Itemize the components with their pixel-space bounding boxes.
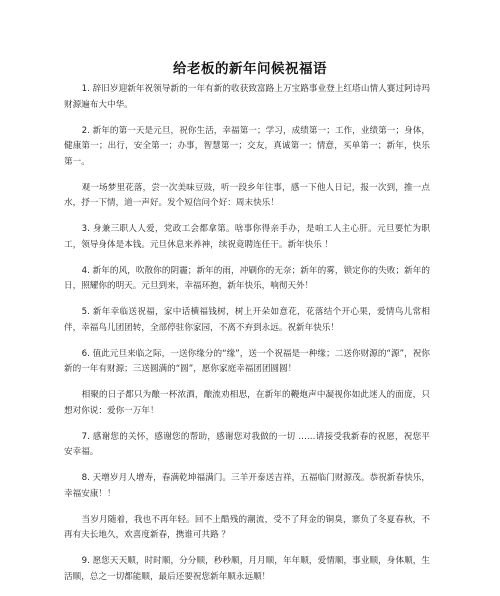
document-title: 给老板的新年问候祝福语 — [173, 61, 327, 77]
paragraph: 6. 值此元旦来临之际，一送你缘分的“缘”，送一个祝福是一种缘；二送你财源的“源”，祝你新的一年有财源；三送圆满的“圆”，愿你家庭幸福团团圆圆！ — [64, 348, 430, 374]
paragraph: 当岁月随着，我也不再年轻。回不上酷残的潮流，受不了拜金的铜臭，寨负了冬夏春秋，不再有夫长地久，欢喜度新春，携谁可共路 ？ — [64, 514, 430, 540]
paragraph: 8. 天增岁月人增寿，春满乾坤福满门。三羊开泰送吉祥，五福临门财源茂。恭祝新春快乐，幸福安康！！ — [64, 473, 430, 499]
paragraph: 5. 新年幸临送祝福，家中话横福钱树，树上开朵如意花，花落结个开心果，爱情鸟儿常相伴，幸福鸟儿团团转，全部停驻你家园，不离不弃到永远。祝新年快乐！ — [64, 307, 430, 333]
paragraph: 9. 愿您天天顺，时时顺，分分顺，秒秒顺，月月顺，年年顺，爱情顺，事业顺，身体顺，生活顺，总之一切都能顺，最后还要祝您新年顺永远顺！ — [64, 556, 430, 582]
paragraph: 相聚的日子都只为酿一杯浓酒，酿流劝相思，在新年的鞭炮声中凝视你如此迷人的面庞，只想对你说：爱你一万年！ — [64, 390, 430, 416]
paragraph: 2. 新年的第一天是元旦，祝你生活，幸福第一；学习，成绩第一；工作，业绩第一；身体，健康第一；出行，安全第一；办事，智慧第一；交友，真诚第一；情意，买单第一；新年，快乐第一。 — [64, 125, 430, 167]
paragraph: 7. 感谢您的关怀，感谢您的帮助，感谢您对我做的一切 ……请接受我新春的祝愿，祝您平安幸福。 — [64, 431, 430, 457]
paragraph: 3. 身兼三职人人爱，党政工会都拿第。啥事你得亲手办，是咱工人主心肝。元旦要忙为职工，领导身体是本钱。元旦休息来养神，续祝竟聘连任干。新年快乐 ！ — [64, 224, 430, 250]
paragraph: 1. 辞旧岁迎新年祝领导新的一年有新的收获致富路上万宝路事业登上红塔山情人赛过阿诗玛财源遍布大中华。 — [64, 84, 430, 110]
paragraph: 4. 新年的风，吹散你的阴霾；新年的雨，冲刷你的无奈；新年的雾，锁定你的失败；新年的日，照耀你的明天。元旦到来，幸福环抱，新年快乐，响彻天外！ — [64, 265, 430, 291]
paragraph: 观一场梦里花落，尝一次美味豆豉，听一段乡年往事，感一下他人日记，报一次到，推一点水，抒一下情，道一声好。发个短信问个好：周末快乐！ — [64, 182, 430, 208]
document-body — [64, 82, 430, 596]
